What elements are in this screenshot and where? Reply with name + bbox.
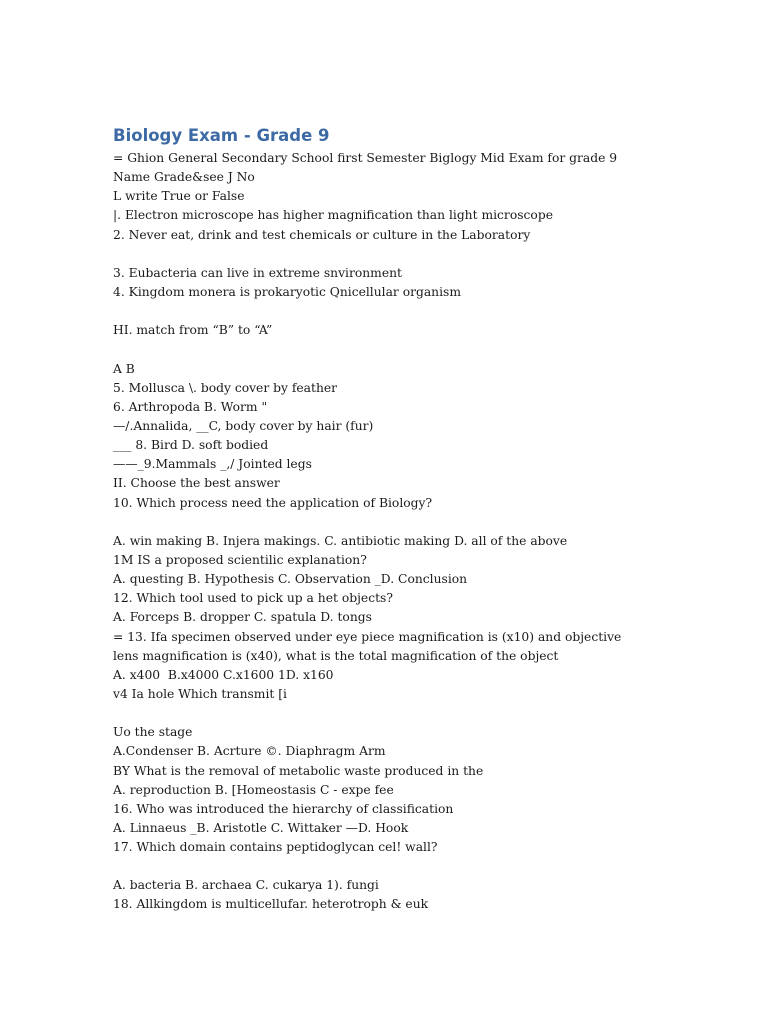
text-line: 4. Kingdom monera is prokaryotic Qnicellular organism — [113, 284, 462, 299]
text-line: = Ghion General Secondary School first Semester Biglogy Mid Exam for grade 9 — [113, 151, 618, 165]
text-line: Name Grade&see J No — [113, 170, 255, 185]
text-line: A. bacteria B. archaea C. cukarya 1). fungi — [113, 878, 379, 893]
text-line: A B — [113, 361, 135, 376]
text-line: lens magnification is (x40), what is the total magnification of the object — [113, 648, 559, 663]
text-line: 2. Never eat, drink and test chemicals or culture in the Laboratory — [113, 227, 531, 242]
text-line: A.Condenser B. Acrture ©. Diaphragm Arm — [113, 744, 386, 759]
text-line: —/.Annalida, __C, body cover by hair (fur) — [113, 418, 374, 433]
blank-line — [113, 513, 753, 532]
text-line: 17. Which domain contains peptidoglycan cel! wall? — [113, 840, 438, 855]
text-line: 12. Which tool used to pick up a het objects? — [113, 591, 393, 606]
text-line: 3. Eubacteria can live in extreme snvironment — [113, 265, 402, 280]
text-line: BY What is the removal of metabolic waste produced in the — [113, 763, 484, 778]
text-line: A. reproduction B. [Homeostasis C - expe fee — [113, 782, 394, 797]
text-line: HI. match from “B” to “A” — [113, 323, 273, 338]
text-line: Uo the stage — [113, 725, 193, 740]
blank-line — [113, 857, 753, 876]
document-body — [113, 149, 753, 915]
blank-line — [113, 340, 753, 359]
text-line: A. Forceps B. dropper C. spatula D. tongs — [113, 610, 372, 625]
text-line: ___ 8. Bird D. soft bodied — [113, 438, 269, 453]
text-line: 1M IS a proposed scientilic explanation? — [113, 552, 367, 567]
text-line: II. Choose the best answer — [113, 476, 280, 491]
text-line: 6. Arthropoda B. Worm " — [113, 399, 268, 414]
text-line: = 13. Ifa specimen observed under eye piece magnification is (x10) and objective — [113, 629, 622, 644]
text-line: L write True or False — [113, 189, 245, 204]
document-page — [113, 124, 753, 915]
text-line: 5. Mollusca \. body cover by feather — [113, 380, 338, 395]
text-line: A. Linnaeus _B. Aristotle C. Wittaker —D. Hook — [113, 820, 409, 835]
text-line: 10. Which process need the application of Biology? — [113, 495, 433, 510]
text-line: 16. Who was introduced the hierarchy of classification — [113, 801, 454, 816]
blank-line — [113, 302, 753, 321]
text-line: A. questing B. Hypothesis C. Observation _D. Conclusion — [113, 572, 468, 587]
text-line: ——_9.Mammals _,/ Jointed legs — [113, 457, 312, 472]
text-line: v4 Ia hole Which transmit [i — [113, 686, 287, 701]
text-line: A. win making B. Injera makings. C. antibiotic making D. all of the above — [113, 533, 568, 548]
document-title: Biology Exam - Grade 9 — [113, 126, 330, 145]
text-line: |. Electron microscope has higher magnification than light microscope — [113, 208, 553, 223]
blank-line — [113, 245, 753, 264]
text-line: A. x400 B.x4000 C.x1600 1D. x160 — [113, 667, 334, 682]
blank-line — [113, 704, 753, 723]
text-line: 18. Allkingdom is multicellufar. heterotroph & euk — [113, 897, 429, 912]
